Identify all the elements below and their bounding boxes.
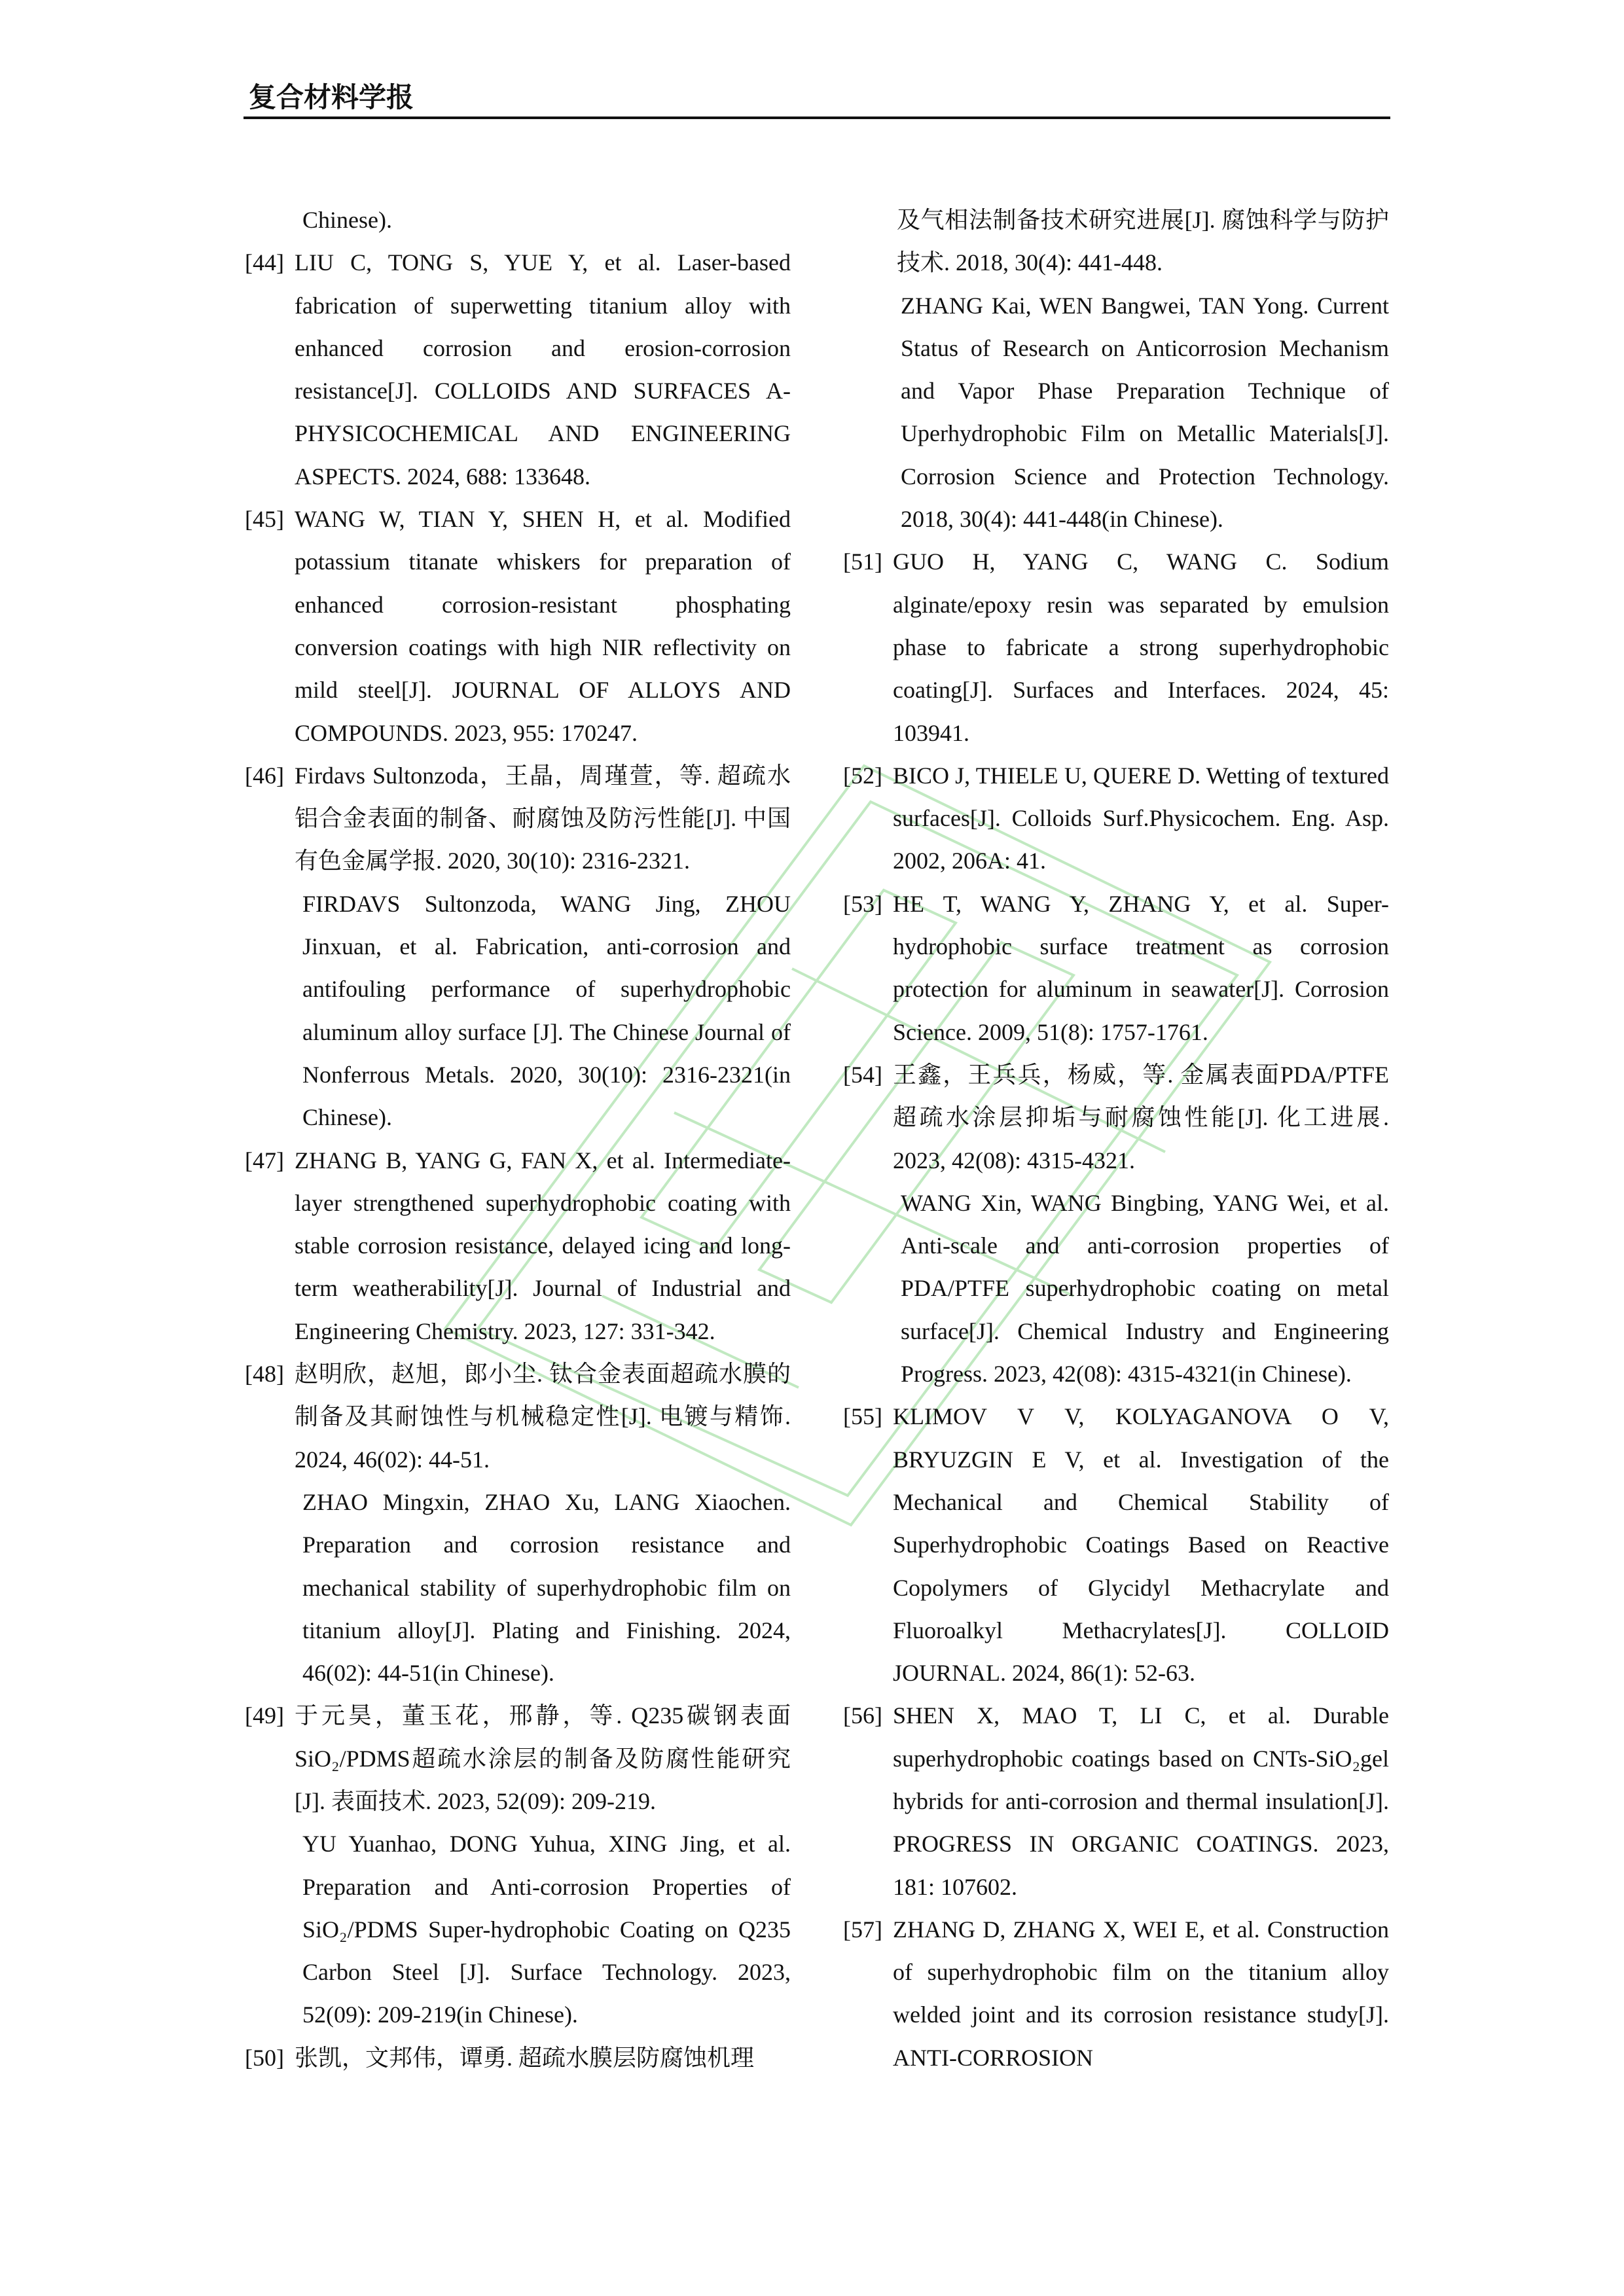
reference-entry xyxy=(843,541,1389,754)
reference-continuation: Chinese). xyxy=(302,207,392,233)
reference-entry xyxy=(245,755,791,1139)
reference-number: [48] xyxy=(245,1361,284,1388)
reference-number: [54] xyxy=(843,1061,882,1088)
reference-entry xyxy=(843,1395,1389,1695)
reference-translation: ZHAO Mingxin, ZHAO Xu, LANG Xiaochen. Preparation and corrosion resistance and mechanical stability of superhydrophobic film on titanium alloy[J]. Plating and Finishing. 2024, 46(02): 44-51(in Chinese). xyxy=(302,1488,791,1687)
reference-translation: YU Yuanhao, DONG Yuhua, XING Jing, et al. Preparation and Anti-corrosion Properties of SiO₂/PDMS Super-hydrophobic Coating on Q235 Carbon Steel [J]. Surface Technology. 2023, 52(09): 209-219(in Chinese). xyxy=(302,1831,791,2028)
reference-entry xyxy=(245,498,791,755)
reference-number: [53] xyxy=(843,890,882,917)
reference-text: Firdavs Sultonzoda，王晶，周瑾萱，等. 超疏水铝合金表面的制备、耐腐蚀及防污性能[J]. 中国有色金属学报. 2020, 30(10): 2316-2321. xyxy=(295,762,791,874)
reference-text: ZHANG B, YANG G, FAN X, et al. Intermediate-layer strengthened superhydrophobic coating with stable corrosion resistance, delayed icing and long-term weatherability[J]. Journal of Industrial and Engineering Chemistry. 2023, 127: 331-342. xyxy=(295,1147,791,1344)
reference-number: [45] xyxy=(245,506,284,533)
reference-entry xyxy=(843,1054,1389,1395)
reference-text: GUO H, YANG C, WANG C. Sodium alginate/epoxy resin was separated by emulsion phase to fabricate a strong superhydrophobic coating[J]. Surfaces and Interfaces. 2024, 45: 103941. xyxy=(893,548,1389,746)
reference-number: [56] xyxy=(843,1702,882,1729)
reference-text: LIU C, TONG S, YUE Y, et al. Laser-based fabrication of superwetting titanium alloy with enhanced corrosion and erosion-corrosion resistance[J]. COLLOIDS AND SURFACES A-PHYSICOCHEMICAL AND ENGINEERING ASPECTS. 2024, 688: 133648. xyxy=(295,249,791,490)
reference-number: [51] xyxy=(843,548,882,575)
reference-translation: FIRDAVS Sultonzoda, WANG Jing, ZHOU Jinxuan, et al. Fabrication, anti-corrosion and antifouling performance of superhydrophobic aluminum alloy surface [J]. The Chinese Journal of Nonferrous Metals. 2020, 30(10): 2316-2321(in Chinese). xyxy=(302,890,791,1131)
reference-number: [52] xyxy=(843,762,882,789)
references-right-column xyxy=(843,199,1389,2079)
reference-number: [49] xyxy=(245,1702,284,1729)
reference-translation: WANG Xin, WANG Bingbing, YANG Wei, et al. Anti-scale and anti-corrosion properties of PDA/PTFE superhydrophobic coating on metal surface[J]. Chemical Industry and Engineering Progress. 2023, 42(08): 4315-4321(in Chinese). xyxy=(901,1189,1389,1388)
reference-entry xyxy=(843,1909,1389,2079)
reference-entry xyxy=(245,1353,791,1695)
reference-text: 于元昊，董玉花，邢静，等. Q235碳钢表面SiO₂/PDMS超疏水涂层的制备及防腐性能研究[J]. 表面技术. 2023, 52(09): 209-219. xyxy=(295,1702,791,1814)
reference-number: [46] xyxy=(245,762,284,789)
journal-title: 复合材料学报 xyxy=(249,81,414,113)
reference-text: HE T, WANG Y, ZHANG Y, et al. Super-hydrophobic surface treatment as corrosion protection for aluminum in seawater[J]. Corrosion Science. 2009, 51(8): 1757-1761. xyxy=(893,890,1389,1045)
reference-number: [57] xyxy=(843,1916,882,1943)
reference-entry xyxy=(843,883,1389,1054)
reference-text: 王鑫，王兵兵，杨威，等. 金属表面PDA/PTFE超疏水涂层抑垢与耐腐蚀性能[J]. 化工进展. 2023, 42(08): 4315-4321. xyxy=(893,1061,1389,1174)
reference-text: 张凯，文邦伟，谭勇. 超疏水膜层防腐蚀机理 xyxy=(295,2044,755,2071)
reference-text: KLIMOV V V, KOLYAGANOVA O V, BRYUZGIN E V, et al. Investigation of the Mechanical and Chemical Stability of Superhydrophobic Coatings Based on Reactive Copolymers of Glycidyl Methacrylate and Fluoroalkyl Methacrylates[J]. COLLOID JOURNAL. 2024, 86(1): 52-63. xyxy=(893,1403,1389,1687)
reference-text: ZHANG D, ZHANG X, WEI E, et al. Construction of superhydrophobic film on the titanium alloy welded joint and its corrosion resistance study[J]. ANTI-CORROSION xyxy=(893,1916,1389,2071)
reference-translation: ZHANG Kai, WEN Bangwei, TAN Yong. Current Status of Research on Anticorrosion Mechanism and Vapor Phase Preparation Technique of Uperhydrophobic Film on Metallic Materials[J]. Corrosion Science and Protection Technology. 2018, 30(4): 441-448(in Chinese). xyxy=(901,292,1389,533)
reference-number: [50] xyxy=(245,2044,284,2071)
reference-number: [44] xyxy=(245,249,284,276)
reference-text: 赵明欣，赵旭，郎小尘. 钛合金表面超疏水膜的制备及其耐蚀性与机械稳定性[J]. 电镀与精饰. 2024, 46(02): 44-51. xyxy=(295,1361,791,1473)
reference-entry xyxy=(245,2037,791,2079)
reference-text: BICO J, THIELE U, QUERE D. Wetting of textured surfaces[J]. Colloids Surf.Physicochem. Eng. Asp. 2002, 206A: 41. xyxy=(893,762,1389,874)
reference-number: [55] xyxy=(843,1403,882,1430)
reference-entry xyxy=(843,755,1389,883)
reference-text: SHEN X, MAO T, LI C, et al. Durable superhydrophobic coatings based on CNTs-SiO₂gel hybrids for anti-corrosion and thermal insulation[J]. PROGRESS IN ORGANIC COATINGS. 2023, 181: 107602. xyxy=(893,1702,1389,1900)
reference-continuation: 及气相法制备技术研究进展[J]. 腐蚀科学与防护技术. 2018, 30(4): 441-448. xyxy=(897,207,1389,276)
reference-entry xyxy=(843,1695,1389,1908)
reference-entry xyxy=(245,242,791,498)
reference-entry xyxy=(245,1139,791,1353)
reference-entry xyxy=(245,1695,791,2036)
reference-text: WANG W, TIAN Y, SHEN H, et al. Modified potassium titanate whiskers for preparation of enhanced corrosion-resistant phosphating conversion coatings with high NIR reflectivity on mild steel[J]. JOURNAL OF ALLOYS AND COMPOUNDS. 2023, 955: 170247. xyxy=(295,506,791,746)
references-left-column xyxy=(245,199,791,2079)
header-rule xyxy=(244,117,1390,119)
reference-number: [47] xyxy=(245,1147,284,1174)
